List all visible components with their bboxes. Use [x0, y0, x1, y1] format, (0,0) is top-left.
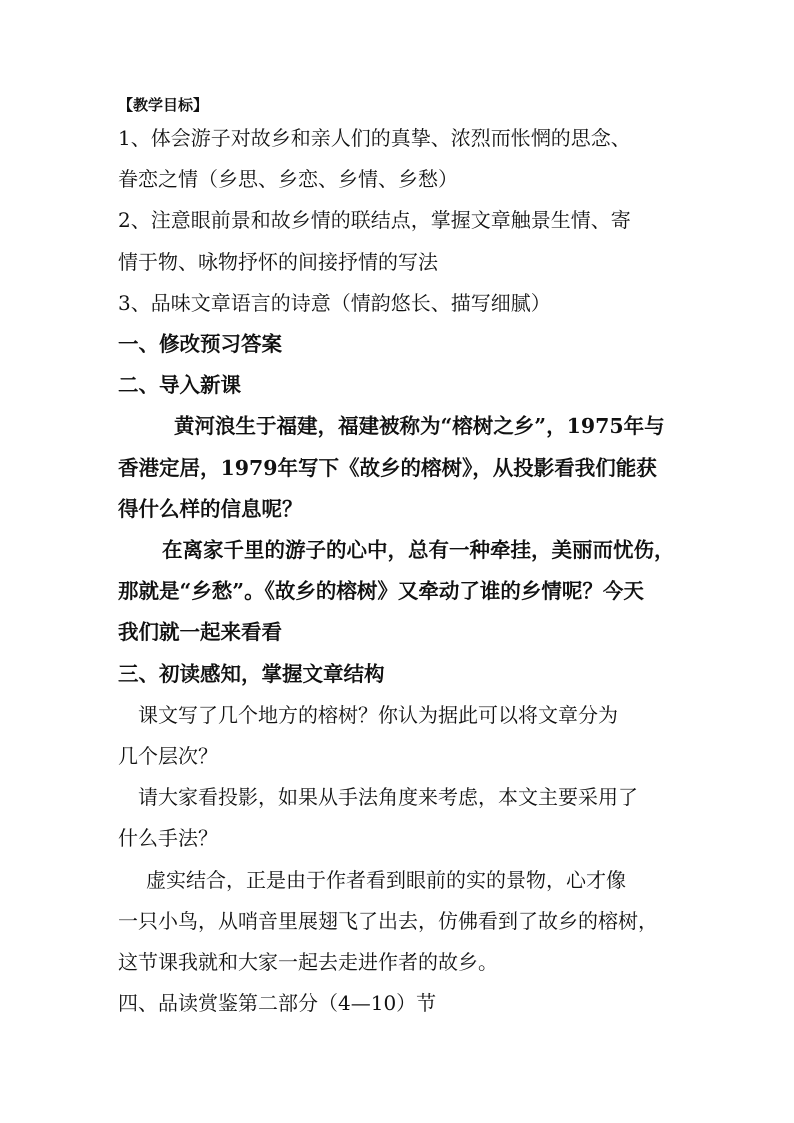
homesick-paragraph-line-3: 我们就一起来看看 [118, 620, 282, 645]
section-heading-2: 二、导入新课 [118, 373, 241, 398]
document-body [118, 92, 678, 1024]
section-heading-3: 三、初读感知，掌握文章结构 [118, 661, 385, 686]
goal-3-line: 3、品味文章语言的诗意（情韵悠长、描写细腻） [118, 290, 551, 315]
answer-paragraph-line-3: 这节课我就和大家一起去走进作者的故乡。 [118, 950, 498, 975]
homesick-paragraph-line-2: 那就是“乡愁”。《故乡的榕树》又牵动了谁的乡情呢？今天 [118, 579, 644, 604]
answer-paragraph-line-1: 虚实结合，正是由于作者看到眼前的实的景物，心才像 [146, 867, 626, 892]
question-2-line-1: 请大家看投影，如果从手法角度来考虑，本文主要采用了 [138, 785, 638, 810]
question-1-line-1: 课文写了几个地方的榕树？你认为据此可以将文章分为 [138, 702, 618, 727]
intro-paragraph-line-1: 黄河浪生于福建，福建被称为“榕树之乡”，1975年与 [174, 414, 665, 439]
homesick-paragraph-line-1: 在离家千里的游子的心中，总有一种牵挂，美丽而忧伤， [162, 538, 675, 563]
section-heading-4: 四、品读赏鉴第二部分（4—10）节 [118, 991, 437, 1016]
question-1-line-2: 几个层次？ [118, 744, 218, 769]
answer-paragraph-line-2: 一只小鸟，从哨音里展翅飞了出去，仿佛看到了故乡的榕树， [118, 908, 658, 933]
intro-paragraph-line-2: 香港定居，1979年写下《故乡的榕树》，从投影看我们能获 [118, 455, 657, 480]
section-heading-1: 一、修改预习答案 [118, 332, 282, 357]
goal-1-line-2: 眷恋之情（乡思、乡恋、乡情、乡愁） [118, 167, 458, 192]
section-heading-teaching-goals: 【教学目标】 [118, 96, 209, 114]
goal-2-line-1: 2、注意眼前景和故乡情的联结点，掌握文章触景生情、寄 [118, 208, 631, 233]
goal-2-line-2: 情于物、咏物抒怀的间接抒情的写法 [118, 249, 438, 274]
goal-1-line-1: 1、体会游子对故乡和亲人们的真挚、浓烈而怅惘的思念、 [118, 126, 631, 150]
question-2-line-2: 什么手法？ [118, 826, 218, 851]
intro-paragraph-line-3: 得什么样的信息呢？ [118, 496, 303, 521]
